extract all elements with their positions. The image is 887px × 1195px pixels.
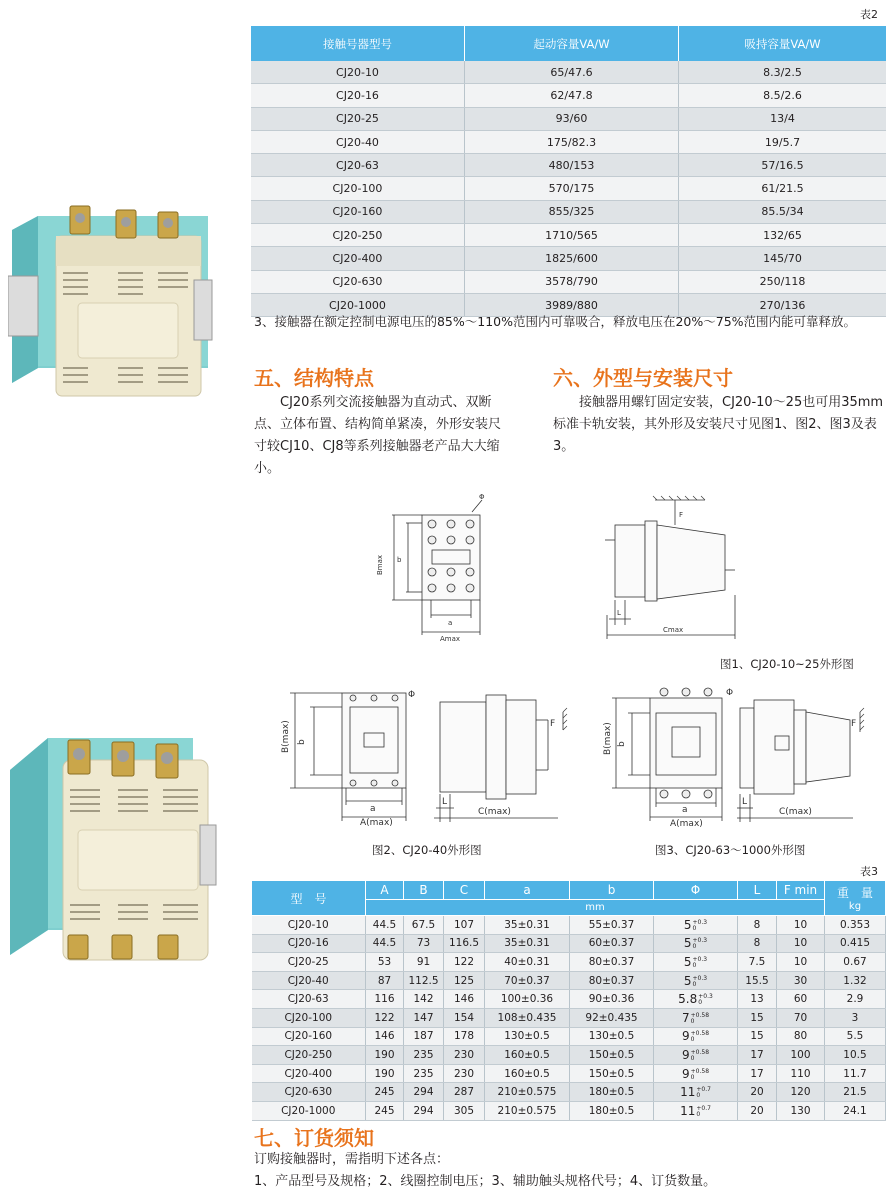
table-cell-a: 146	[366, 1027, 404, 1046]
table-cell-model: CJ20-1000	[252, 1101, 366, 1120]
table-cell-a: 40±0.31	[485, 953, 570, 972]
table3-label: 表3	[860, 865, 878, 878]
table-cell-w: 1.32	[825, 971, 886, 990]
tolerance-lower: 0	[690, 1054, 695, 1062]
table-cell-phi	[654, 1008, 738, 1027]
tolerance-upper: +0.58	[690, 1030, 710, 1038]
table-cell-b: 112.5	[404, 971, 444, 990]
table-cell-a: 122	[366, 1008, 404, 1027]
table-cell-l: 13	[738, 990, 777, 1009]
table-cell: 250/118	[679, 270, 887, 293]
phi-value: 11	[680, 1103, 696, 1118]
table-cell-a: 70±0.37	[485, 971, 570, 990]
phi-value: 11	[680, 1085, 696, 1100]
table-cell-w: 11.7	[825, 1064, 886, 1083]
table-cell-model: CJ20-10	[252, 916, 366, 935]
table-cell: CJ20-1000	[251, 293, 465, 316]
table2	[251, 26, 886, 317]
table2-label: 表2	[860, 8, 878, 21]
table-cell: CJ20-63	[251, 154, 465, 177]
table-row	[252, 1027, 886, 1046]
table-cell: 145/70	[679, 247, 887, 270]
table-cell: 61/21.5	[679, 177, 887, 200]
figure2-side-view	[428, 690, 588, 828]
table-row	[251, 177, 886, 200]
table-cell-phi	[654, 1101, 738, 1120]
table-row	[252, 1046, 886, 1065]
table-cell-b: 92±0.435	[570, 1008, 654, 1027]
table-cell-c: 305	[444, 1101, 485, 1120]
table-cell-a: 53	[366, 953, 404, 972]
fig2-phi-label: Φ	[408, 690, 416, 700]
phi-tolerance	[691, 1069, 709, 1081]
tolerance-upper: +0.58	[690, 1048, 710, 1056]
figure1-side-view	[595, 495, 745, 640]
fig1-amax-label: Amax	[440, 635, 461, 643]
tolerance-upper: +0.7	[696, 1086, 711, 1094]
phi-tolerance	[693, 920, 708, 932]
fig2-cmax-label: C(max)	[478, 807, 511, 817]
table-row	[251, 107, 886, 130]
table-cell: 270/136	[679, 293, 887, 316]
tolerance-upper: +0.3	[692, 918, 708, 926]
table-cell-phi	[654, 916, 738, 935]
table-cell-a: 160±0.5	[485, 1064, 570, 1083]
fig2-a-label: a	[370, 804, 376, 814]
table-cell-a: 35±0.31	[485, 934, 570, 953]
tolerance-lower: 0	[698, 999, 703, 1007]
table-cell-c: 146	[444, 990, 485, 1009]
table-cell-f: 70	[777, 1008, 825, 1027]
table-cell: 480/153	[465, 154, 679, 177]
section7-title: 七、订货须知	[254, 1126, 374, 1150]
table-cell-f: 110	[777, 1064, 825, 1083]
column-header: L	[738, 881, 777, 900]
fig3-cmax-label: C(max)	[779, 807, 812, 817]
figure2-front-view	[280, 683, 420, 828]
fig3-a-label: a	[682, 805, 688, 815]
column-header: 起动容量VA/W	[465, 26, 679, 61]
section6-text: 接触器用螺钉固定安装，CJ20-10～25也可用35mm标准卡轨安装，其外形及安装尺寸见图1、图2、图3及表3。	[553, 395, 884, 454]
table-cell: 8.5/2.6	[679, 84, 887, 107]
fig3-f-label: F	[851, 719, 857, 729]
fig1-cmax-label: Cmax	[663, 626, 684, 634]
figure1-caption: 图1、CJ20-10~25外形图	[720, 657, 854, 671]
section6-title: 六、外型与安装尺寸	[553, 366, 733, 390]
table-cell-b: 150±0.5	[570, 1046, 654, 1065]
table-cell-a: 44.5	[366, 916, 404, 935]
tolerance-upper: +0.3	[692, 974, 708, 982]
table-cell-phi	[654, 1046, 738, 1065]
figure1-front-view	[372, 490, 502, 645]
table-row	[251, 61, 886, 84]
table-cell-w: 2.9	[825, 990, 886, 1009]
fig3-bmax-label: B(max)	[603, 722, 613, 755]
unit-header-mm: mm	[366, 900, 825, 916]
product-photo-large	[8, 730, 220, 965]
product-photo-small	[8, 198, 218, 403]
table-cell-w: 3	[825, 1008, 886, 1027]
table-row	[252, 934, 886, 953]
section5-title: 五、结构特点	[254, 366, 374, 390]
table-cell-model: CJ20-25	[252, 953, 366, 972]
table-cell-w: 0.353	[825, 916, 886, 935]
table-cell-w: 0.415	[825, 934, 886, 953]
table-cell: CJ20-10	[251, 61, 465, 84]
column-header: B	[404, 881, 444, 900]
fig1-b-label: b	[397, 556, 402, 564]
tolerance-upper: +0.3	[692, 937, 708, 945]
tolerance-lower: 0	[696, 1092, 701, 1100]
table-cell-b: 73	[404, 934, 444, 953]
table-cell-c: 125	[444, 971, 485, 990]
table-cell: 19/5.7	[679, 130, 887, 153]
table-cell: CJ20-160	[251, 200, 465, 223]
section5-text: CJ20系列交流接触器为直动式、双断点、立体布置、结构简单紧凑，外形安装尺寸较CJ10、CJ8等系列接触器老产品大大缩小。	[254, 395, 502, 476]
table-cell-c: 230	[444, 1064, 485, 1083]
table-cell-c: 107	[444, 916, 485, 935]
column-header: 接触号器型号	[251, 26, 465, 61]
table-cell-a: 245	[366, 1101, 404, 1120]
table-cell-phi	[654, 953, 738, 972]
table-cell-f: 130	[777, 1101, 825, 1120]
tolerance-lower: 0	[692, 980, 697, 988]
table-cell-model: CJ20-160	[252, 1027, 366, 1046]
tolerance-upper: +0.58	[690, 1067, 710, 1075]
table-cell-b: 147	[404, 1008, 444, 1027]
table-cell-a: 210±0.575	[485, 1083, 570, 1102]
section7-line2: 1、产品型号及规格；2、线圈控制电压；3、辅助触头规格代号；4、订货数量。	[254, 1174, 717, 1189]
table-header-row	[252, 881, 886, 900]
table-cell: CJ20-630	[251, 270, 465, 293]
table-cell: 175/82.3	[465, 130, 679, 153]
tolerance-lower: 0	[690, 1017, 695, 1025]
tolerance-lower: 0	[696, 1110, 701, 1118]
fig2-f-label: F	[550, 719, 556, 729]
phi-value: 9	[681, 1047, 690, 1062]
table-cell: 13/4	[679, 107, 887, 130]
table-cell-c: 116.5	[444, 934, 485, 953]
table-cell-a: 87	[366, 971, 404, 990]
table-cell-model: CJ20-40	[252, 971, 366, 990]
table-cell-b: 80±0.37	[570, 953, 654, 972]
phi-tolerance	[693, 976, 708, 988]
phi-value: 5.8	[678, 992, 698, 1007]
table-cell-phi	[654, 990, 738, 1009]
tolerance-lower: 0	[692, 961, 697, 969]
tolerance-upper: +0.7	[696, 1104, 711, 1112]
table-cell-f: 10	[777, 916, 825, 935]
weight-header-text: 重 量	[836, 886, 873, 900]
phi-tolerance	[691, 1031, 709, 1043]
table-cell: CJ20-16	[251, 84, 465, 107]
table-cell-a: 160±0.5	[485, 1046, 570, 1065]
phi-tolerance	[693, 957, 708, 969]
table-cell-b: 294	[404, 1101, 444, 1120]
table-cell: 62/47.8	[465, 84, 679, 107]
fig3-phi-label: Φ	[726, 688, 734, 698]
table-row	[252, 1008, 886, 1027]
table-cell-w: 10.5	[825, 1046, 886, 1065]
table-cell: 3578/790	[465, 270, 679, 293]
table-cell-l: 8	[738, 934, 777, 953]
table-cell-model: CJ20-630	[252, 1083, 366, 1102]
table-cell-c: 154	[444, 1008, 485, 1027]
table-cell-l: 15	[738, 1027, 777, 1046]
tolerance-lower: 0	[692, 943, 697, 951]
table-cell-a: 130±0.5	[485, 1027, 570, 1046]
table-cell: CJ20-25	[251, 107, 465, 130]
table-row	[252, 990, 886, 1009]
table-cell-b: 90±0.36	[570, 990, 654, 1009]
table-cell-c: 287	[444, 1083, 485, 1102]
table-cell-w: 21.5	[825, 1083, 886, 1102]
table-cell-a: 108±0.435	[485, 1008, 570, 1027]
figure2-caption: 图2、CJ20-40外形图	[372, 843, 482, 857]
table-cell-b: 55±0.37	[570, 916, 654, 935]
tolerance-lower: 0	[692, 924, 697, 932]
column-header: 吸持容量VA/W	[679, 26, 887, 61]
table-cell-model: CJ20-250	[252, 1046, 366, 1065]
figure3-side-view	[735, 690, 885, 828]
table-cell-b: 91	[404, 953, 444, 972]
table-cell-phi	[654, 934, 738, 953]
fig1-l-label: L	[617, 609, 621, 617]
table-row	[251, 247, 886, 270]
table-cell-w: 5.5	[825, 1027, 886, 1046]
table-cell-l: 20	[738, 1083, 777, 1102]
table-cell-w: 0.67	[825, 953, 886, 972]
fig3-b-label: b	[617, 741, 627, 747]
table-cell-a: 245	[366, 1083, 404, 1102]
table-cell-b: 187	[404, 1027, 444, 1046]
column-header: 型 号	[252, 881, 366, 916]
column-header: b	[570, 881, 654, 900]
table-cell-l: 8	[738, 916, 777, 935]
table-row	[251, 200, 886, 223]
table-cell-model: CJ20-16	[252, 934, 366, 953]
table-cell: 1825/600	[465, 247, 679, 270]
table-cell: 57/16.5	[679, 154, 887, 177]
table-cell: 855/325	[465, 200, 679, 223]
fig2-amax-label: A(max)	[360, 818, 393, 828]
phi-tolerance	[691, 1013, 709, 1025]
tolerance-lower: 0	[690, 1073, 695, 1081]
table-cell-a: 35±0.31	[485, 916, 570, 935]
table3	[251, 880, 886, 1121]
column-header: A	[366, 881, 404, 900]
table-header-row	[251, 26, 886, 61]
fig2-l-label: L	[442, 797, 448, 807]
table-cell: 3989/880	[465, 293, 679, 316]
table-row	[252, 916, 886, 935]
tolerance-lower: 0	[690, 1036, 695, 1044]
phi-value: 5	[683, 973, 692, 988]
fig1-a-label: a	[448, 619, 453, 627]
table-cell: CJ20-40	[251, 130, 465, 153]
table-cell-b: 235	[404, 1046, 444, 1065]
tolerance-upper: +0.58	[690, 1011, 710, 1019]
table-row	[252, 1101, 886, 1120]
table-cell-b: 150±0.5	[570, 1064, 654, 1083]
table-cell-c: 122	[444, 953, 485, 972]
table-row	[252, 1083, 886, 1102]
table-cell-b: 235	[404, 1064, 444, 1083]
table-cell-phi	[654, 971, 738, 990]
table-cell-b: 80±0.37	[570, 971, 654, 990]
phi-tolerance	[693, 938, 708, 950]
table-cell: CJ20-100	[251, 177, 465, 200]
fig1-bmax-label: Bmax	[376, 554, 384, 575]
table-cell-b: 294	[404, 1083, 444, 1102]
phi-value: 5	[683, 917, 692, 932]
fig2-b-label: b	[297, 739, 307, 745]
table-row	[251, 224, 886, 247]
table-cell-c: 178	[444, 1027, 485, 1046]
table-cell-a: 210±0.575	[485, 1101, 570, 1120]
tolerance-upper: +0.3	[692, 955, 708, 963]
column-header: F min	[777, 881, 825, 900]
table-cell-b: 142	[404, 990, 444, 1009]
column-header-weight	[825, 881, 886, 916]
phi-value: 7	[681, 1010, 690, 1025]
fig3-amax-label: A(max)	[670, 819, 703, 828]
table-cell-l: 20	[738, 1101, 777, 1120]
table-cell: 1710/565	[465, 224, 679, 247]
table-cell-f: 30	[777, 971, 825, 990]
tolerance-upper: +0.3	[698, 993, 713, 1001]
table-cell-a: 100±0.36	[485, 990, 570, 1009]
table-cell-l: 17	[738, 1046, 777, 1065]
table-cell-b: 130±0.5	[570, 1027, 654, 1046]
table-row	[252, 971, 886, 990]
table-cell-a: 190	[366, 1046, 404, 1065]
table-cell-f: 100	[777, 1046, 825, 1065]
table-cell-phi	[654, 1027, 738, 1046]
table-row	[251, 270, 886, 293]
table-cell: 570/175	[465, 177, 679, 200]
phi-value: 5	[683, 954, 692, 969]
table-cell: 65/47.6	[465, 61, 679, 84]
table2-body	[251, 61, 886, 317]
table-cell-f: 10	[777, 934, 825, 953]
table-cell-model: CJ20-400	[252, 1064, 366, 1083]
table-cell-f: 60	[777, 990, 825, 1009]
section7-line1: 订购接触器时，需指明下述各点：	[254, 1152, 450, 1167]
table3-body	[252, 916, 886, 1121]
table-row	[252, 953, 886, 972]
figure3-front-view	[600, 683, 740, 828]
fig1-f-label: F	[679, 511, 684, 519]
table-cell: 132/65	[679, 224, 887, 247]
table-cell: 8.3/2.5	[679, 61, 887, 84]
table-cell: 93/60	[465, 107, 679, 130]
table-cell: CJ20-400	[251, 247, 465, 270]
table-cell-b: 180±0.5	[570, 1083, 654, 1102]
table-cell-l: 7.5	[738, 953, 777, 972]
phi-value: 9	[681, 1066, 690, 1081]
column-header: C	[444, 881, 485, 900]
table-row	[251, 154, 886, 177]
table-cell-l: 15.5	[738, 971, 777, 990]
phi-tolerance	[696, 1106, 711, 1118]
table-cell-f: 120	[777, 1083, 825, 1102]
table-row	[252, 1064, 886, 1083]
table-cell: CJ20-250	[251, 224, 465, 247]
phi-value: 5	[683, 936, 692, 951]
table-cell-a: 116	[366, 990, 404, 1009]
table-row	[251, 130, 886, 153]
table-cell-l: 17	[738, 1064, 777, 1083]
table-cell-f: 80	[777, 1027, 825, 1046]
column-header: a	[485, 881, 570, 900]
table-cell-a: 44.5	[366, 934, 404, 953]
note-3: 3、接触器在额定控制电源电压的85%～110%范围内可靠吸合，释放电压在20%～75%范围内能可靠释放。	[254, 314, 857, 329]
weight-unit: kg	[848, 901, 862, 912]
table-cell-b: 180±0.5	[570, 1101, 654, 1120]
table-row	[251, 84, 886, 107]
table-cell-f: 10	[777, 953, 825, 972]
table-cell: 85.5/34	[679, 200, 887, 223]
fig2-bmax-label: B(max)	[281, 720, 291, 753]
table-cell-model: CJ20-100	[252, 1008, 366, 1027]
column-header: Φ	[654, 881, 738, 900]
figure3-caption: 图3、CJ20-63～1000外形图	[655, 843, 806, 857]
phi-tolerance	[696, 1087, 711, 1099]
table-cell-b: 60±0.37	[570, 934, 654, 953]
table-cell-phi	[654, 1064, 738, 1083]
fig1-phi-label: Φ	[479, 493, 485, 501]
phi-tolerance	[698, 994, 713, 1006]
phi-value: 9	[681, 1029, 690, 1044]
table-cell-phi	[654, 1083, 738, 1102]
table-cell-model: CJ20-63	[252, 990, 366, 1009]
table-cell-c: 230	[444, 1046, 485, 1065]
table-cell-b: 67.5	[404, 916, 444, 935]
table-cell-w: 24.1	[825, 1101, 886, 1120]
fig3-l-label: L	[742, 797, 748, 807]
table-cell-l: 15	[738, 1008, 777, 1027]
table-cell-a: 190	[366, 1064, 404, 1083]
phi-tolerance	[691, 1050, 709, 1062]
